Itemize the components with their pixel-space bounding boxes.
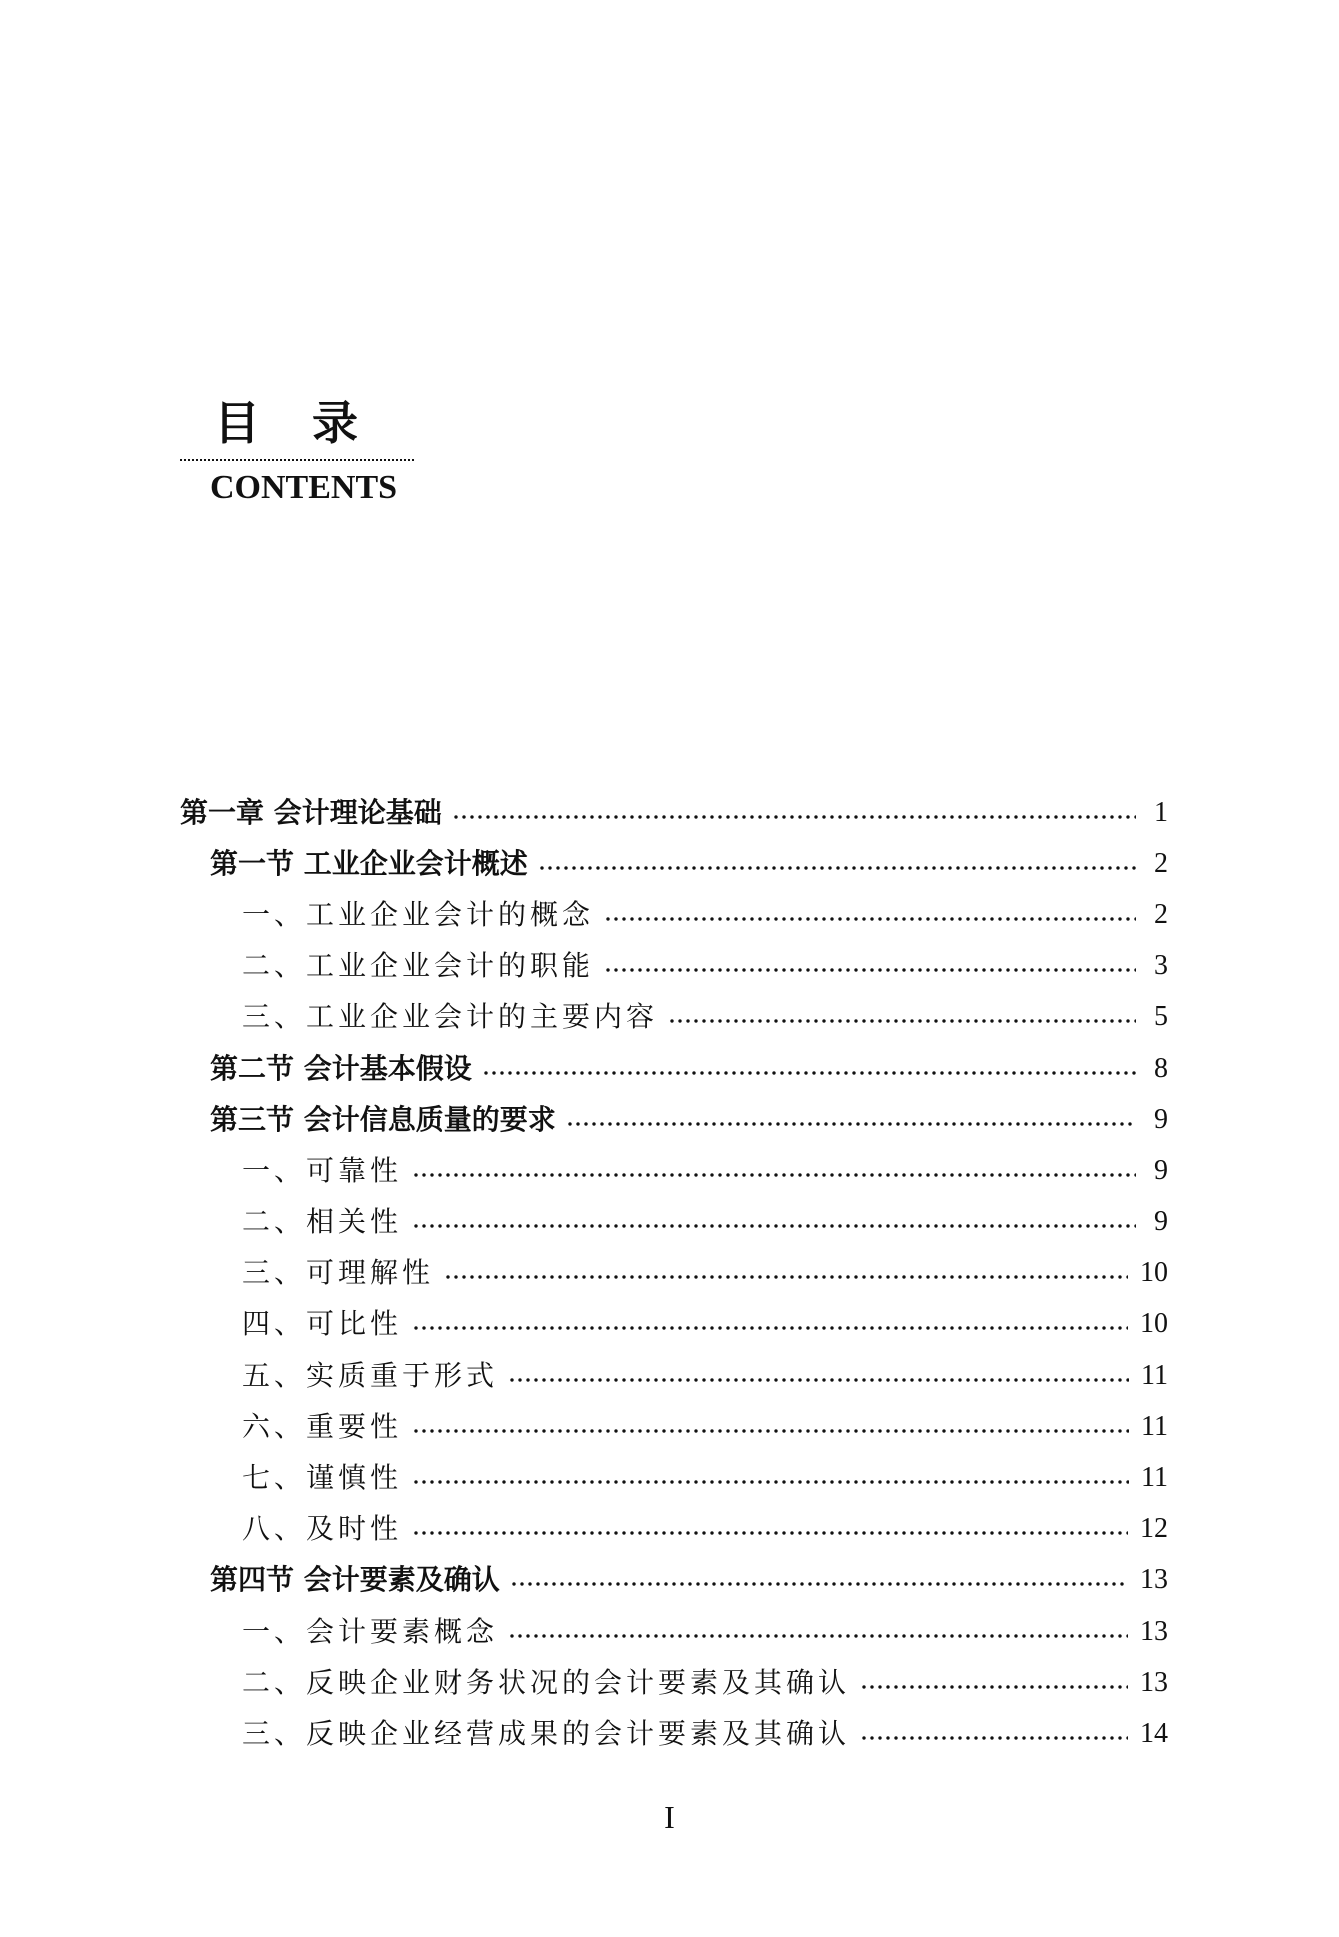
toc-entry[interactable] [180,787,1168,838]
toc-entry[interactable] [180,838,1168,889]
toc-entry[interactable] [180,1606,1168,1657]
toc-entry[interactable] [180,1708,1168,1759]
toc-entry-title: 三、反映企业经营成果的会计要素及其确认 [242,1716,851,1750]
toc-entry-page-number: 11 [1141,1359,1168,1391]
toc-entry-page-number: 10 [1140,1308,1168,1340]
dot-leader [412,1325,1128,1331]
toc-entry-page-number: 9 [1154,1206,1168,1238]
toc-entry[interactable] [180,889,1168,940]
dot-leader [412,1479,1129,1485]
dot-leader [538,865,1136,871]
toc-entry-title: 七、谨慎性 [242,1461,403,1495]
dot-leader [412,1223,1136,1229]
toc-entry-title: 二、相关性 [242,1205,403,1239]
toc-entry-page-number: 8 [1154,1052,1168,1084]
toc-entry-title: 第二节 会计基本假设 [210,1051,472,1085]
toc-entry-page-number: 13 [1140,1666,1168,1698]
toc-entry-page-number: 10 [1140,1257,1168,1289]
toc-entry-title: 一、会计要素概念 [242,1614,499,1648]
toc-entry-page-number: 11 [1141,1462,1168,1494]
toc-entry[interactable] [180,1299,1168,1350]
toc-entry-title: 三、工业企业会计的主要内容 [242,1000,659,1034]
toc-entry-title: 第一节 工业企业会计概述 [210,846,528,880]
toc-entry[interactable] [180,941,1168,992]
dot-leader [412,1530,1128,1536]
dot-leader [604,916,1136,922]
heading-english: CONTENTS [210,469,398,506]
toc-entry-page-number: 13 [1140,1564,1168,1596]
toc-entry-page-number: 2 [1154,847,1168,879]
toc-entry[interactable] [180,1043,1168,1094]
toc-entry[interactable] [180,1555,1168,1606]
toc-entry-page-number: 9 [1154,1103,1168,1135]
toc-entry[interactable] [180,1401,1168,1452]
dot-leader [604,967,1136,973]
dot-leader [444,1274,1128,1280]
toc-entry[interactable] [180,1350,1168,1401]
toc-entry-title: 五、实质重于形式 [242,1358,499,1392]
toc-entry-page-number: 9 [1154,1154,1168,1186]
toc-entry[interactable] [180,1094,1168,1145]
toc-entry-page-number: 14 [1140,1717,1168,1749]
toc-entry[interactable] [180,1504,1168,1555]
contents-heading [180,395,420,509]
dot-leader [482,1070,1136,1076]
heading-chinese: 目录 [214,396,410,450]
toc-entry-page-number: 13 [1140,1615,1168,1647]
dot-leader [860,1735,1128,1741]
dot-leader [412,1172,1136,1178]
dot-leader [452,814,1136,820]
toc-entry[interactable] [180,1248,1168,1299]
toc-entry-title: 六、重要性 [242,1409,403,1443]
toc-entry-title: 一、工业企业会计的概念 [242,897,595,931]
toc-entry-title: 三、可理解性 [242,1256,435,1290]
toc-entry[interactable] [180,1145,1168,1196]
table-of-contents [180,787,1168,1760]
toc-entry-page-number: 3 [1154,950,1168,982]
toc-entry-title: 二、反映企业财务状况的会计要素及其确认 [242,1665,851,1699]
dot-leader [412,1428,1129,1434]
toc-entry-title: 四、可比性 [242,1307,403,1341]
toc-entry[interactable] [180,1452,1168,1503]
toc-entry-page-number: 1 [1154,796,1168,828]
toc-entry[interactable] [180,992,1168,1043]
toc-entry-title: 八、及时性 [242,1512,403,1546]
toc-entry[interactable] [180,1657,1168,1708]
dot-leader [510,1581,1128,1587]
dot-leader [508,1377,1129,1383]
toc-entry-title: 第三节 会计信息质量的要求 [210,1102,556,1136]
dot-leader [566,1121,1136,1127]
toc-entry-title: 第四节 会计要素及确认 [210,1563,500,1597]
dot-leader [668,1018,1136,1024]
toc-entry-page-number: 5 [1154,1001,1168,1033]
dot-leader [508,1633,1128,1639]
dot-leader [860,1684,1128,1690]
toc-entry-page-number: 2 [1154,898,1168,930]
toc-entry-title: 第一章 会计理论基础 [180,795,442,829]
toc-entry-title: 一、可靠性 [242,1153,403,1187]
toc-entry-page-number: 11 [1141,1410,1168,1442]
page-number: I [664,1799,675,1835]
toc-entry-title: 二、工业企业会计的职能 [242,949,595,983]
heading-dotted-rule [180,459,414,461]
toc-entry-page-number: 12 [1140,1513,1168,1545]
toc-entry[interactable] [180,1197,1168,1248]
